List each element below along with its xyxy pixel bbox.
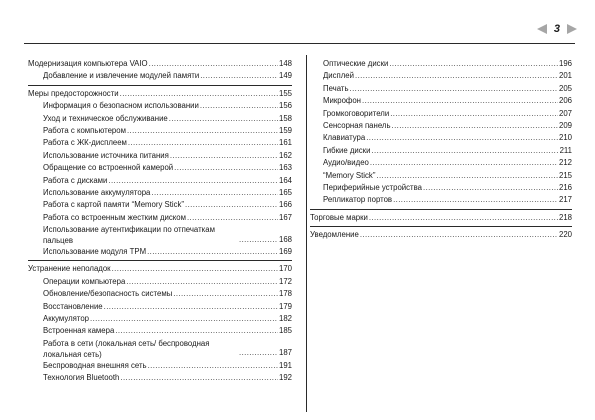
dot-leader (173, 288, 278, 300)
toc-entry-page: 166 (278, 200, 292, 210)
toc-entry-title: Репликатор портов (323, 195, 393, 205)
dot-leader (423, 182, 558, 194)
toc-right-column (310, 58, 572, 241)
dot-leader (239, 347, 278, 359)
toc-subentry[interactable] (28, 360, 292, 372)
toc-subentry[interactable] (28, 224, 292, 246)
toc-entry-title: Работа со встроенным жестким диском (43, 212, 186, 222)
toc-entry-page: 205 (558, 83, 572, 93)
toc-subentry[interactable] (310, 145, 572, 157)
toc-entry-title: Работа с компьютером (43, 125, 126, 135)
toc-subentry[interactable] (28, 338, 292, 360)
dot-leader (112, 263, 278, 275)
toc-entry-title: Использование аккумулятора (43, 187, 151, 197)
dot-leader (389, 58, 558, 70)
toc-subentry[interactable] (28, 276, 292, 288)
toc-entry[interactable] (28, 88, 292, 100)
toc-entry-page: 206 (558, 96, 572, 106)
dot-leader (148, 360, 278, 372)
toc-entry-title: Устранение неполадок (28, 264, 111, 274)
toc-entry[interactable] (28, 263, 292, 275)
toc-entry-page: 201 (558, 71, 572, 81)
toc-entry-page: 209 (558, 120, 572, 130)
toc-entry-title: Информация о безопасном использовании (43, 101, 199, 111)
dot-leader (371, 145, 558, 157)
toc-entry-title: Операции компьютера (43, 276, 126, 286)
toc-entry-page: 212 (558, 158, 572, 168)
toc-subentry[interactable] (310, 120, 572, 132)
toc-entry[interactable] (310, 229, 572, 241)
column-divider (306, 55, 307, 412)
dot-leader (355, 70, 558, 82)
dot-leader (200, 70, 278, 82)
toc-subentry[interactable] (28, 372, 292, 384)
toc-entry-title: Использование аутентификации по отпечаткам пальцев (43, 225, 215, 246)
toc-entry-page: 178 (278, 289, 292, 299)
toc-entry-page: 207 (558, 108, 572, 118)
left-triangle-arrow-icon[interactable] (537, 24, 547, 34)
toc-entry-title: Модернизация компьютера VAIO (28, 59, 148, 68)
toc-entry-page: 148 (278, 59, 292, 68)
toc-entry-page: 220 (558, 230, 572, 240)
toc-subentry[interactable] (28, 100, 292, 112)
dot-leader (360, 229, 558, 241)
dot-leader (239, 234, 278, 246)
toc-subentry[interactable] (310, 157, 572, 169)
toc-entry-page: 158 (278, 113, 292, 123)
toc-entry-page: 196 (558, 59, 572, 68)
dot-leader (126, 276, 278, 288)
toc-entry-page: 179 (278, 301, 292, 311)
dot-leader (369, 212, 558, 224)
toc-entry-page: 218 (558, 212, 572, 222)
toc-entry-page: 149 (278, 71, 292, 81)
dot-leader (108, 175, 278, 187)
toc-entry-page: 156 (278, 101, 292, 111)
toc-subentry[interactable] (28, 137, 292, 149)
toc-subentry[interactable] (310, 58, 572, 70)
toc-entry-title: Меры предосторожности (28, 88, 119, 98)
toc-entry-title: Восстановление (43, 301, 103, 311)
toc-entry-title: Периферийные устройства (323, 182, 423, 192)
toc-subentry[interactable] (28, 187, 292, 199)
toc-entry-page: 185 (278, 326, 292, 336)
toc-entry-title: Обновление/безопасность системы (43, 289, 173, 299)
toc-subentry[interactable] (310, 70, 572, 82)
toc-entry-page: 187 (278, 348, 292, 358)
toc-left-column (28, 58, 292, 385)
toc-entry-page: 162 (278, 150, 292, 160)
toc-entry-title: Громкоговорители (323, 108, 390, 118)
toc-subentry[interactable] (310, 194, 572, 206)
dot-leader (174, 162, 278, 174)
toc-entry-title: Добавление и извлечение модулей памяти (43, 71, 200, 81)
toc-entry-page: 192 (278, 373, 292, 383)
toc-entry-title: Использование источника питания (43, 150, 169, 160)
toc-entry-title: Клавиатура (323, 133, 366, 143)
toc-entry-title: Торговые марки (310, 212, 368, 222)
toc-entry-page: 170 (278, 264, 292, 274)
dot-leader (115, 325, 278, 337)
toc-subentry[interactable] (310, 83, 572, 95)
section-separator (310, 226, 572, 227)
toc-entry-title: Использование модуля TPM (43, 247, 147, 257)
toc-entry-title: Работа с ЖК-дисплеем (43, 138, 127, 148)
dot-leader (149, 58, 278, 70)
toc-subentry[interactable] (28, 212, 292, 224)
dot-leader (366, 132, 558, 144)
toc-subentry[interactable] (28, 301, 292, 313)
toc-subentry[interactable] (28, 246, 292, 258)
section-separator (28, 260, 292, 261)
toc-entry-title: Работа с дисками (43, 175, 108, 185)
toc-subentry[interactable] (28, 288, 292, 300)
toc-subentry[interactable] (310, 182, 572, 194)
section-separator (28, 85, 292, 86)
dot-leader (362, 95, 558, 107)
dot-leader (350, 83, 558, 95)
toc-entry-title: Работа в сети (локальная сеть/ беспроводная локальная сеть) (43, 338, 210, 359)
dot-leader (200, 100, 278, 112)
dot-leader (390, 108, 558, 120)
toc-entry[interactable] (28, 58, 292, 70)
header-rule (24, 43, 575, 44)
toc-entry-title: Оптические диски (323, 59, 389, 68)
toc-entry-page: 182 (278, 314, 292, 324)
toc-entry-title: Обращение со встроенной камерой (43, 163, 174, 173)
toc-subentry[interactable] (28, 70, 292, 82)
dot-leader (187, 212, 278, 224)
section-separator (310, 209, 572, 210)
toc-entry[interactable] (310, 212, 572, 224)
page-number: 3 (553, 23, 560, 35)
toc-subentry[interactable] (28, 175, 292, 187)
dot-leader (127, 125, 278, 137)
dot-leader (376, 170, 558, 182)
dot-leader (169, 113, 278, 125)
toc-entry-title: Уход и техническое обслуживание (43, 113, 168, 123)
toc-entry-title: Дисплей (323, 71, 354, 81)
toc-entry-title: Беспроводная внешняя сеть (43, 360, 147, 370)
toc-entry-title: Работа с картой памяти “Memory Stick” (43, 200, 185, 210)
toc-entry-title: Технология Bluetooth (43, 373, 120, 383)
toc-entry-page: 167 (278, 212, 292, 222)
toc-entry-page: 165 (278, 187, 292, 197)
toc-subentry[interactable] (28, 313, 292, 325)
dot-leader (392, 120, 558, 132)
toc-entry-title: Гибкие диски (323, 145, 371, 155)
toc-entry-page: 163 (278, 163, 292, 173)
toc-entry-page: 159 (278, 125, 292, 135)
dot-leader (170, 150, 278, 162)
dot-leader (370, 157, 558, 169)
toc-entry-page: 210 (558, 133, 572, 143)
toc-subentry[interactable] (310, 95, 572, 107)
toc-entry-page: 168 (278, 234, 292, 244)
toc-subentry[interactable] (28, 199, 292, 211)
toc-entry-page: 191 (278, 360, 292, 370)
toc-entry-title: Сенсорная панель (323, 120, 391, 130)
toc-entry-page: 216 (558, 182, 572, 192)
toc-subentry[interactable] (310, 132, 572, 144)
toc-entry-title: Микрофон (323, 96, 361, 106)
toc-entry-page: 164 (278, 175, 292, 185)
toc-subentry[interactable] (28, 325, 292, 337)
toc-entry-page: 217 (558, 195, 572, 205)
dot-leader (185, 199, 278, 211)
dot-leader (120, 372, 278, 384)
toc-entry-page: 161 (278, 138, 292, 148)
toc-entry-page: 155 (278, 88, 292, 98)
right-triangle-arrow-icon[interactable] (567, 24, 577, 34)
page-navigator (537, 22, 577, 36)
toc-entry-title: Аккумулятор (43, 314, 90, 324)
dot-leader (147, 246, 278, 258)
toc-entry-title: Печать (323, 83, 349, 93)
toc-entry-page: 211 (559, 145, 572, 155)
toc-subentry[interactable] (310, 170, 572, 182)
toc-subentry[interactable] (28, 113, 292, 125)
toc-subentry[interactable] (310, 108, 572, 120)
toc-subentry[interactable] (28, 150, 292, 162)
toc-subentry[interactable] (28, 125, 292, 137)
dot-leader (90, 313, 278, 325)
toc-entry-page: 169 (278, 247, 292, 257)
dot-leader (393, 194, 558, 206)
dot-leader (151, 187, 278, 199)
dot-leader (128, 137, 278, 149)
toc-subentry[interactable] (28, 162, 292, 174)
toc-entry-page: 172 (278, 276, 292, 286)
toc-entry-page: 215 (558, 170, 572, 180)
dot-leader (120, 88, 278, 100)
toc-entry-title: Уведомление (310, 230, 359, 240)
toc-entry-title: Аудио/видео (323, 158, 369, 168)
toc-entry-title: “Memory Stick” (323, 170, 376, 180)
toc-entry-title: Встроенная камера (43, 326, 115, 336)
dot-leader (104, 301, 278, 313)
